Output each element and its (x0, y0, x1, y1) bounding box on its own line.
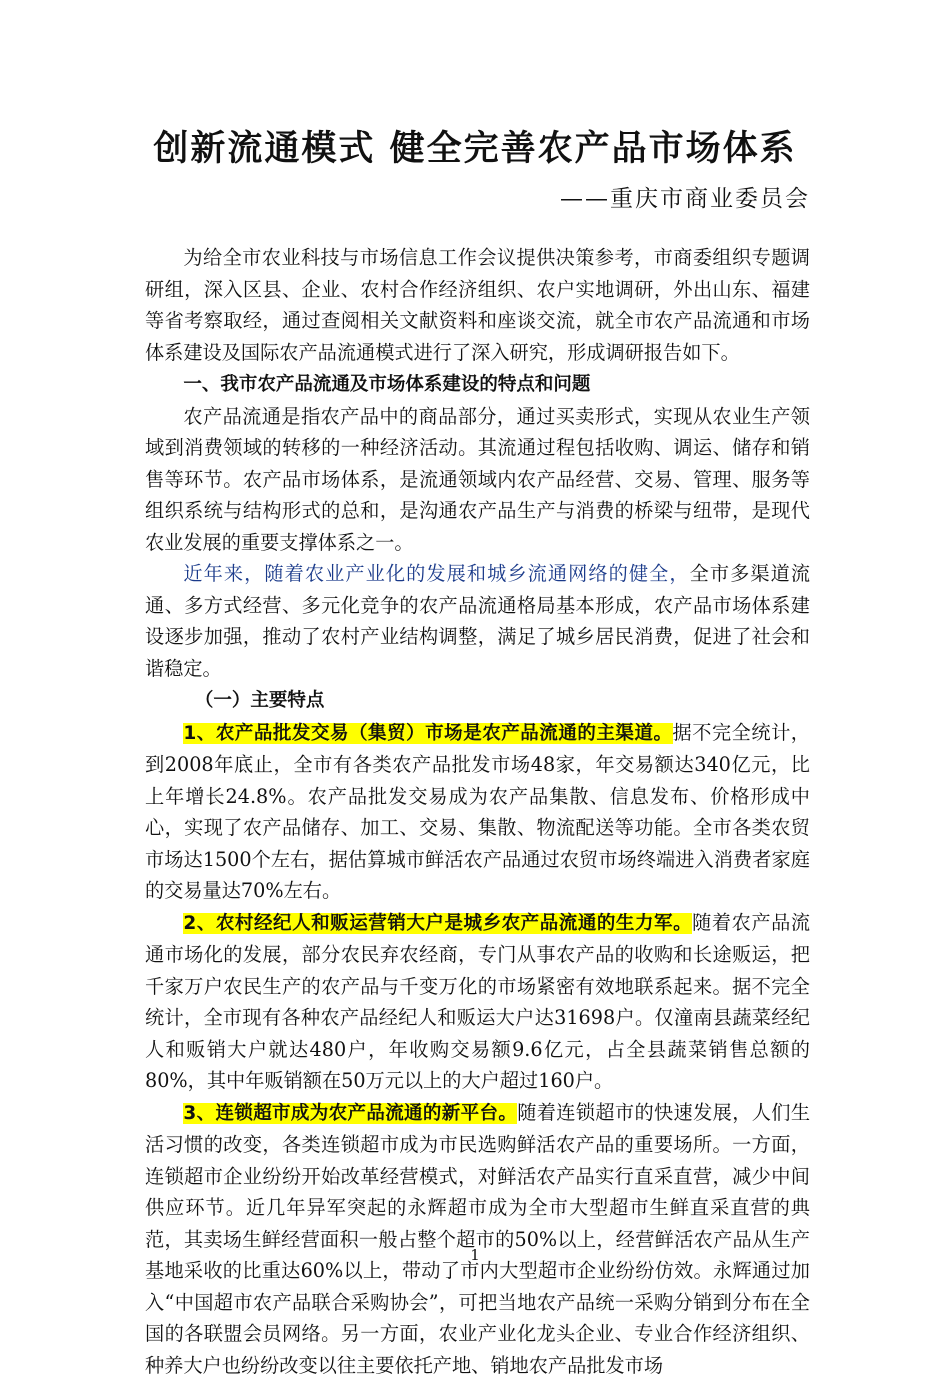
point-1-heading: 1、农产品批发交易（集贸）市场是农产品流通的主渠道 (183, 723, 653, 744)
recent-paragraph (145, 558, 810, 684)
subsection-heading-text: （一）主要特点 (195, 690, 325, 711)
point-2-paragraph (145, 907, 810, 1097)
definition-paragraph: 农产品流通是指农产品中的商品部分，通过买卖形式，实现从农业生产领域到消费领域的转移的一种经济活动。其流通过程包括收购、调运、储存和销售等环节。农产品市场体系，是流通领域内农产品经营、交易、管理、服务等组织系统与结构形式的总和，是沟通农产品生产与消费的桥梁与纽带，是现代农业发展的重要支撑体系之一。 (145, 401, 810, 559)
recent-rest-text: 全市多渠道流通、多方式经营、多元化竞争的农产品流通格局基本形成，农产品市场体系建设逐步加强，推动了农村产业结构调整，满足了城乡居民消费，促进了社会和谐稳定。 (145, 562, 810, 680)
recent-lead-text: 近年来，随着农业产业化的发展和城乡流通网络的健全， (183, 562, 689, 585)
point-3-paragraph (145, 1097, 810, 1381)
section-heading (145, 368, 810, 401)
subsection-heading (145, 684, 810, 717)
point-3-heading: 3、连锁超市成为农产品流通的新平台。 (183, 1103, 517, 1124)
point-1-paragraph (145, 717, 810, 907)
document-byline: ——重庆市商业委员会 (560, 182, 810, 216)
section-heading-text: 一、我市农产品流通及市场体系建设的特点和问题 (183, 374, 590, 395)
point-2-heading: 2、农村经纪人和贩运营销大户是城乡农产品流通的生力军。 (183, 913, 692, 934)
document-body (145, 242, 810, 1381)
document-title: 创新流通模式 健全完善农产品市场体系 (0, 126, 950, 172)
point-1-punct: 。 (653, 723, 672, 744)
point-1-text: 据不完全统计，到2008年底止，全市有各类农产品批发市场48家，年交易额达340亿元，比上年增长24.8%。农产品批发交易成为农产品集散、信息发布、价格形成中心，实现了农产品储存、加工、交易、集散、物流配送等功能。全市各类农贸市场达1500个左右，据估算城市鲜活农产品通过农贸市场终端进入消费者家庭的交易量达70%左右。 (145, 721, 810, 903)
point-2-text: 随着农产品流通市场化的发展，部分农民弃农经商，专门从事农产品的收购和长途贩运，把千家万户农民生产的农产品与千变万化的市场紧密有效地联系起来。据不完全统计，全市现有各种农产品经纪人和贩运大户达31698户。仅潼南县蔬菜经纪人和贩销大户就达480户，年收购交易额9.6亿元，占全县蔬菜销售总额的80%，其中年贩销额在50万元以上的大户超过160户。 (145, 911, 810, 1093)
intro-paragraph: 为给全市农业科技与市场信息工作会议提供决策参考，市商委组织专题调研组，深入区县、企业、农村合作经济组织、农户实地调研，外出山东、福建等省考察取经，通过查阅相关文献资料和座谈交流，就全市农产品流通和市场体系建设及国际农产品流通模式进行了深入研究，形成调研报告如下。 (145, 242, 810, 368)
point-3-text: 随着连锁超市的快速发展，人们生活习惯的改变，各类连锁超市成为市民选购鲜活农产品的重要场所。一方面，连锁超市企业纷纷开始改革经营模式，对鲜活农产品实行直采直营，减少中间供应环节。近几年异军突起的永辉超市成为全市大型超市生鲜直采直营的典范，其卖场生鲜经营面积一般占整个超市的50%以上，经营鲜活农产品从生产基地采收的比重达60%以上，带动了市内大型超市企业纷纷仿效。永辉通过加入“中国超市农产品联合采购协会”，可把当地农产品统一采购分销到分布在全国的各联盟会员网络。另一方面，农业产业化龙头企业、专业合作经济组织、种养大户也纷纷改变以往主要依托产地、销地农产品批发市场 (145, 1101, 810, 1377)
page-number: 1 (0, 1246, 950, 1264)
